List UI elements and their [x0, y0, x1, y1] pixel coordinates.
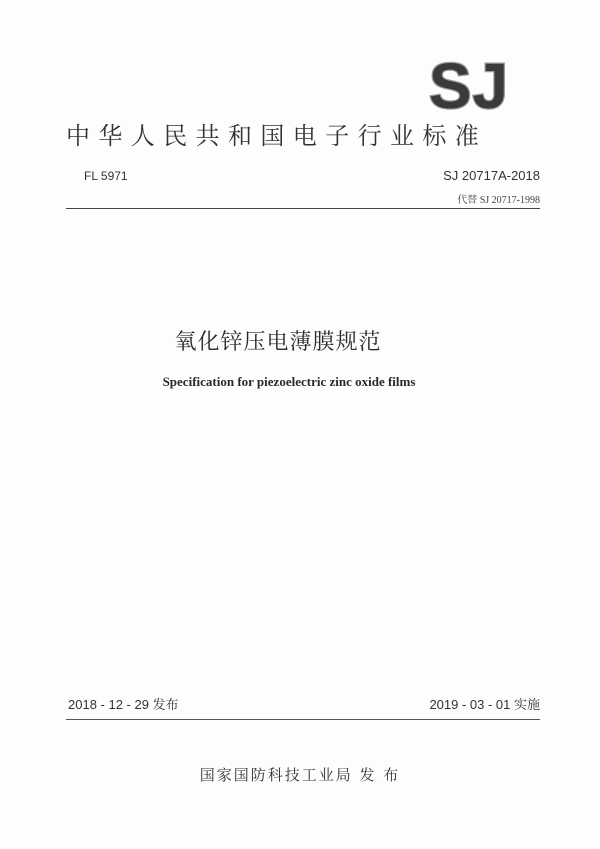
issue-date: 2018 - 12 - 29 发布 [68, 697, 179, 712]
standard-number: SJ 20717A-2018 [443, 168, 540, 183]
footer-divider [66, 719, 540, 720]
header-divider [66, 208, 540, 209]
document-title-cn: 氧化锌压电薄膜规范 [174, 330, 382, 355]
document-title-en: Specification for piezoelectric zinc oxide films [162, 374, 416, 389]
sj-logo [425, 54, 513, 114]
sj-logo-text: SJ [428, 54, 510, 114]
standard-category-title: 中华人民共和国电子行业标准 [66, 122, 488, 150]
replaces-note: 代替 SJ 20717-1998 [457, 195, 540, 206]
issuing-authority: 国家国防科技工业局 发 布 [199, 766, 401, 784]
implementation-date: 2019 - 03 - 01 实施 [429, 697, 540, 712]
classification-code: FL 5971 [84, 169, 128, 183]
